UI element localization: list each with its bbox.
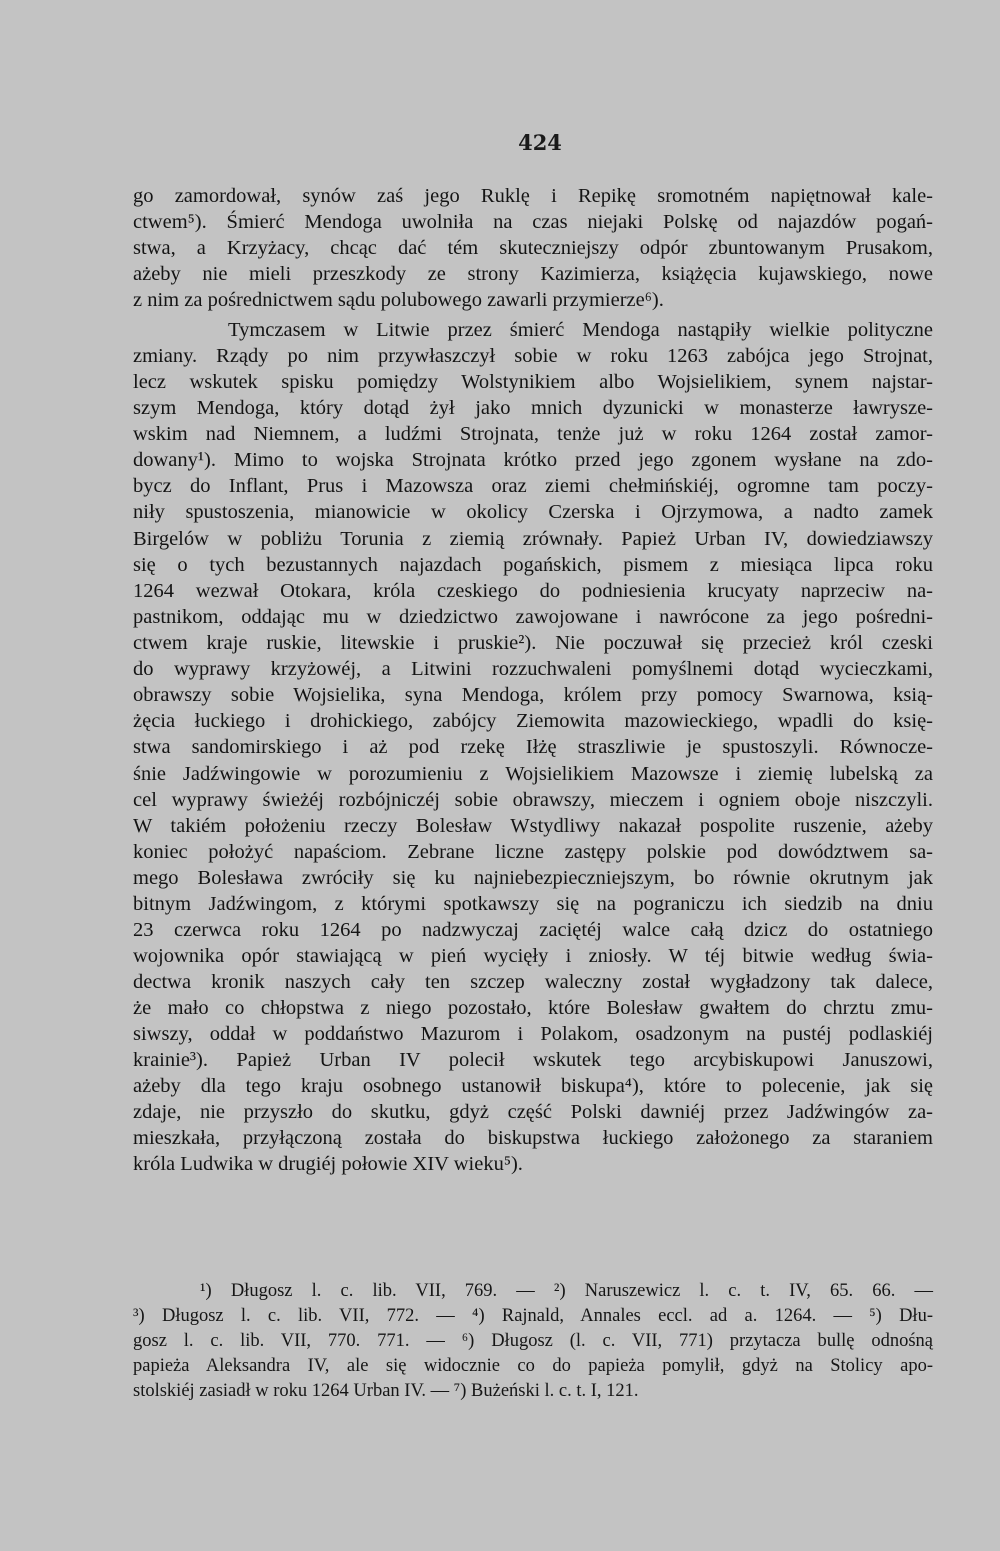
- text-line: Tymczasem w Litwie przez śmierć Mendoga nastąpiły wielkie polityczne: [228, 319, 933, 341]
- text-line: go zamordował, synów zaś jego Ruklę i Repikę sromotném napiętnował kale-: [133, 185, 933, 207]
- text-line: zmiany. Rządy po nim przywłaszczył sobie w roku 1263 zabójca jego Strojnat,: [133, 345, 933, 367]
- text-line: wskim nad Niemnem, a ludźmi Strojnata, tenże już w roku 1264 został zamor-: [133, 423, 933, 445]
- text-line: mego Bolesława zwróciły się ku najniebezpieczniejszym, bo równie okrutnym jak: [133, 867, 933, 889]
- text-line: zdaje, nie przyszło do skutku, gdyż część Polski dawniéj przez Jadźwingów za-: [133, 1101, 933, 1123]
- text-line: że mało co chłopstwa z niego pozostało, które Bolesław gwałtem do chrztu zmu-: [133, 997, 933, 1019]
- text-line: się o tych bezustannych najazdach pogańskich, pismem z miesiąca lipca roku: [133, 554, 933, 576]
- text-line: mieszkała, przyłączoną została do biskupstwa łuckiego założonego za staraniem: [133, 1127, 933, 1149]
- text-line: wojownika opór stawiającą w pień wycięły i zniosły. W téj bitwie według świa-: [133, 945, 933, 967]
- text-line: 1264 wezwał Otokara, króla czeskiego do podniesienia krucyaty naprzeciw na-: [133, 580, 933, 602]
- text-line: krainie³). Papież Urban IV polecił wskutek tego arcybiskupowi Januszowi,: [133, 1049, 933, 1071]
- text-line: króla Ludwika w drugiéj połowie XIV wieku⁵).: [133, 1153, 523, 1175]
- text-line: koniec położyć napaściom. Zebrane liczne zastępy polskie pod dowództwem sa-: [133, 841, 933, 863]
- text-line: W takiém położeniu rzeczy Bolesław Wstydliwy nakazał pospolite ruszenie, ażeby: [133, 815, 933, 837]
- text-line: ażeby dla tego kraju osobnego ustanowił biskupa⁴), które to polecenie, jak się: [133, 1075, 933, 1097]
- text-line: pastnikom, oddając mu w dziedzictwo zawojowane i nawrócone za jego pośredni-: [133, 606, 933, 628]
- text-line: stwa sandomirskiego i aż pod rzekę Iłżę straszliwie je spustoszyli. Równocze-: [133, 736, 933, 758]
- text-line: bitnym Jadźwingom, z którymi spotkawszy się na pograniczu ich siedzib na dniu: [133, 893, 933, 915]
- text-line: do wyprawy krzyżowéj, a Litwini rozzuchwaleni pomyślnemi dotąd wycieczkami,: [133, 658, 933, 680]
- text-line: szym Mendoga, który dotąd żył jako mnich dyzunicki w monasterze ławrysze-: [133, 397, 933, 419]
- footnote-line: stolskiéj zasiadł w roku 1264 Urban IV. — ⁷) Bużeński l. c. t. I, 121.: [133, 1381, 639, 1401]
- text-line: Birgelów w pobliżu Torunia z ziemią zrównały. Papież Urban IV, dowiedziawszy: [133, 528, 933, 550]
- text-line: ażeby nie mieli przeszkody ze strony Kazimierza, książęcia kujawskiego, nowe: [133, 263, 933, 285]
- text-line: bycz do Inflant, Prus i Mazowsza oraz ziemi chełmińskiéj, ogromne tam poczy-: [133, 475, 933, 497]
- footnote-line: ³) Długosz l. c. lib. VII, 772. — ⁴) Rajnald, Annales eccl. ad a. 1264. — ⁵) Dłu-: [133, 1306, 933, 1326]
- footnote-line: ¹) Długosz l. c. lib. VII, 769. — ²) Naruszewicz l. c. t. IV, 65. 66. —: [200, 1281, 933, 1301]
- text-line: ctwem⁵). Śmierć Mendoga uwolniła na czas niejaki Polskę od najazdów pogań-: [133, 211, 933, 233]
- text-line: dowany¹). Mimo to wojska Strojnata krótko przed jego zgonem wysłane na zdo-: [133, 449, 933, 471]
- text-line: cel wyprawy świeżéj rozbójniczéj sobie obrawszy, mieczem i ogniem oboje niszczyli.: [133, 789, 933, 811]
- text-line: siwszy, oddał w poddaństwo Mazurom i Polakom, osadzonym na pustéj podlaskiéj: [133, 1023, 933, 1045]
- text-line: stwa, a Krzyżacy, chcąc dać tém skuteczniejszy odpór zbuntowanym Prusakom,: [133, 237, 933, 259]
- text-line: 23 czerwca roku 1264 po nadzwyczaj zaciętéj walce całą dzicz do ostatniego: [133, 919, 933, 941]
- text-line: śnie Jadźwingowie w porozumieniu z Wojsielikiem Mazowsze i ziemię lubelską za: [133, 763, 933, 785]
- text-line: lecz wskutek spisku pomiędzy Wolstynikiem albo Wojsielikiem, synem najstar-: [133, 371, 933, 393]
- text-line: obrawszy sobie Wojsielika, syna Mendoga, królem przy pomocy Swarnowa, ksią-: [133, 684, 933, 706]
- footnote-line: papieża Aleksandra IV, ale się widocznie co do papieża pomylił, gdyż na Stolicy apo-: [133, 1356, 933, 1376]
- page-number: 424: [518, 130, 562, 155]
- text-line: ctwem kraje ruskie, litewskie i pruskie²). Nie poczuwał się przecież król czeski: [133, 632, 933, 654]
- text-line: niły spustoszenia, mianowicie w okolicy Czerska i Ojrzymowa, a nadto zamek: [133, 501, 933, 523]
- footnote-line: gosz l. c. lib. VII, 770. 771. — ⁶) Długosz (l. c. VII, 771) przytacza bullę odnośną: [133, 1331, 933, 1351]
- text-line: z nim za pośrednictwem sądu polubowego zawarli przymierze⁶).: [133, 289, 664, 311]
- text-line: żęcia łuckiego i drohickiego, zabójcy Ziemowita mazowieckiego, wpadli do księ-: [133, 710, 933, 732]
- text-line: dectwa kronik naszych cały ten szczep waleczny został wygładzony tak dalece,: [133, 971, 933, 993]
